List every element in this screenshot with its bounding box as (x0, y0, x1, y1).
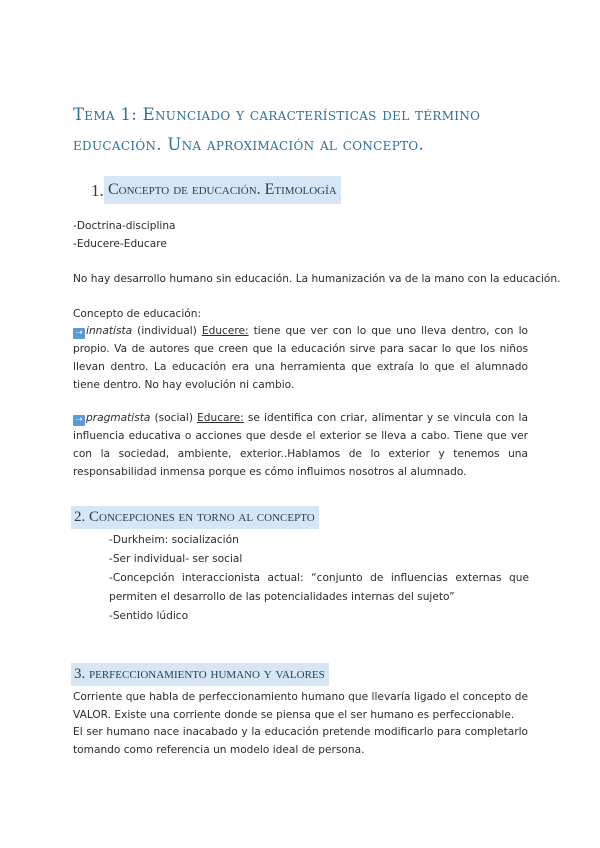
section2-heading: 2. Concepciones en torno al concepto (71, 506, 319, 529)
section2-item-1: -Durkheim: socialización (109, 534, 239, 546)
section1-item-1: -Doctrina-disciplina (73, 220, 176, 232)
innatista-term: innatista (86, 325, 133, 337)
educere-word: Educere: (201, 325, 249, 337)
section1-heading: Concepto de educación. Etimología (104, 176, 341, 204)
pragmatista-qualifier: (social) (150, 412, 198, 424)
section2-item-4: -Sentido lúdico (109, 610, 189, 622)
pragmatista-paragraph (73, 409, 528, 481)
section1-statement: No hay desarrollo humano sin educación. La humanización va de la mano con la educación. (73, 273, 561, 285)
section1-number: 1. (91, 181, 104, 200)
arrow-right-icon: ➝ (73, 328, 85, 339)
section1-item-2: -Educere-Educare (73, 238, 167, 250)
section2-item-2: -Ser individual- ser social (109, 553, 243, 565)
section1-concept-label: Concepto de educación: (73, 308, 202, 320)
innatista-text: tiene que ver con lo que uno lleva dentro, con lo propio. Va de autores que creen que la educación sirve para sacar lo que los niños llevan dentro. La educación era una herramienta que extraía lo que el alumnado tiene dentro. No hay evolución ni cambio. (73, 325, 528, 391)
section3-heading: 3. perfeccionamiento humano y valores (71, 663, 329, 686)
section3-paragraph-1: Corriente que habla de perfeccionamiento humano que llevaría ligado el concepto de VALOR. Existe una corriente donde se piensa que el ser humano es perfeccionable. (73, 691, 528, 721)
pragmatista-term: pragmatista (86, 412, 151, 424)
educare-word: Educare: (197, 412, 244, 424)
pragmatista-text: se identifica con criar, alimentar y se vincula con la influencia educativa o acciones que desde el exterior se lleva a cabo. Tiene que ver con la sociedad, ambiente, exterior..Hablamos de lo exterior y tenemos una responsabilidad inmensa porque es cómo influimos nosotros al alumnado. (73, 412, 528, 478)
section2-item-3: -Concepción interaccionista actual: “conjunto de influencias externas que permiten el desarrollo de las potencialidades internas del sujeto” (109, 572, 529, 603)
section3-paragraph-2: El ser humano nace inacabado y la educación pretende modificarlo para completarlo tomando como referencia un modelo ideal de persona. (73, 726, 528, 756)
arrow-right-icon: ➝ (73, 415, 85, 426)
document-title: Tema 1: Enunciado y características del término educación. Una aproximación al concepto. (73, 105, 481, 154)
innatista-paragraph (73, 322, 528, 394)
innatista-qualifier: (individual) (132, 325, 202, 337)
